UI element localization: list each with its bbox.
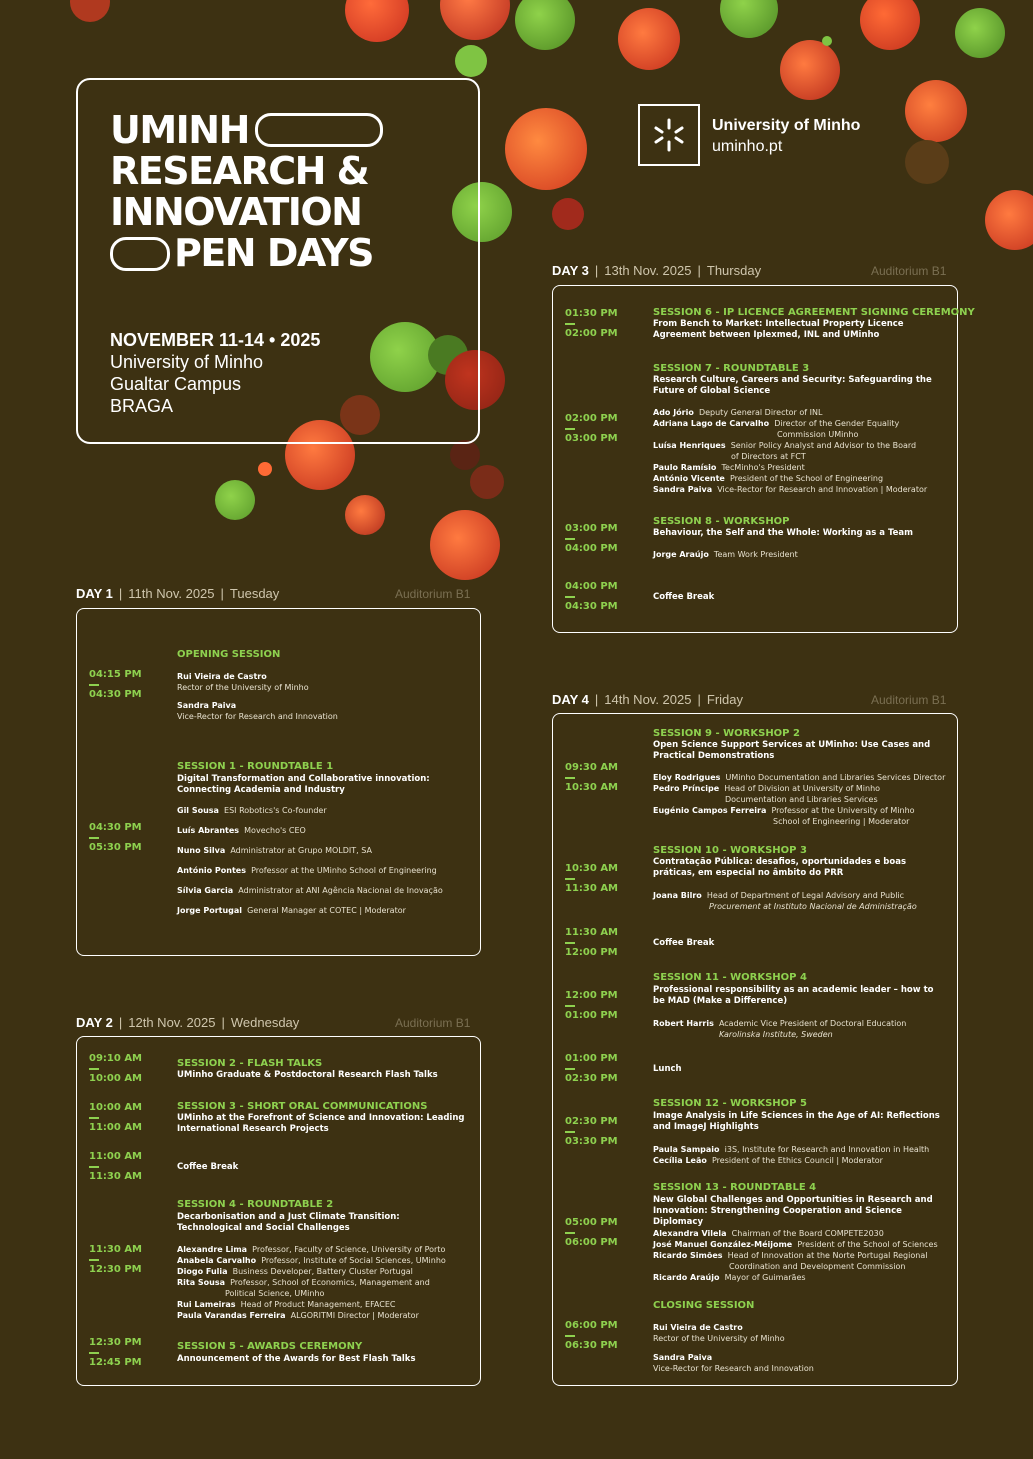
day2-room: Auditorium B1	[395, 1016, 471, 1030]
day3-date: 13th Nov. 2025	[604, 263, 692, 278]
session-title: SESSION 12 - WORKSHOP 5	[653, 1098, 807, 1109]
day2-date: 12th Nov. 2025	[128, 1015, 216, 1030]
session-time: 10:30 AM 11:30 AM	[565, 863, 619, 894]
day4-header: DAY 4 | 14th Nov. 2025 | Friday	[552, 692, 743, 707]
title-pill-icon	[255, 113, 383, 147]
session-subtitle: From Bench to Market: Intellectual Property Licence Agreement between Iplexmed, INL and UMinho	[653, 319, 904, 340]
day3-label: DAY 3	[552, 263, 589, 278]
speaker: Paula Sampaio i3S, Institute for Research and Innovation in Health	[653, 1145, 930, 1154]
speaker: Robert Harris Academic Vice President of Doctoral Education Karolinska Institute, Sweden	[653, 1019, 907, 1039]
university-logo-icon	[638, 104, 700, 166]
session-title: SESSION 4 - ROUNDTABLE 2	[177, 1199, 334, 1210]
speaker: Jorge Portugal General Manager at COTEC | Moderator	[177, 906, 406, 915]
session-title: SESSION 3 - SHORT ORAL COMMUNICATIONS	[177, 1101, 428, 1112]
session-title: OPENING SESSION	[177, 649, 281, 660]
day1-weekday: Tuesday	[229, 586, 280, 601]
event-title-box	[76, 78, 480, 444]
session-subtitle: Announcement of the Awards for Best Flash Talks	[177, 1354, 416, 1364]
title-pill-o-icon	[110, 237, 170, 271]
lunch: Lunch	[653, 1064, 682, 1074]
session-time: 02:30 PM 03:30 PM	[565, 1116, 618, 1147]
day4-weekday: Friday	[706, 692, 743, 707]
speaker: Alexandre Lima Professor, Faculty of Science, University of Porto	[177, 1245, 446, 1254]
day4-label: DAY 4	[552, 692, 589, 707]
speaker: António Vicente President of the School of Engineering	[653, 474, 884, 483]
speaker: Adriana Lago de Carvalho Director of the Gender Equality Commission UMinho	[653, 419, 900, 439]
speaker: Eloy Rodrigues UMinho Documentation and Libraries Services Director	[653, 773, 946, 782]
speaker: Ricardo Simões Head of Innovation at the Norte Portugal Regional Coordination and Development Commission	[653, 1251, 928, 1271]
speaker: Eugénio Campos Ferreira Professor at the University of Minho School of Engineering | Moderator	[653, 806, 915, 826]
day1-room: Auditorium B1	[395, 587, 471, 601]
speaker: Cecília Leão President of the Ethics Council | Moderator	[653, 1156, 883, 1165]
event-location-3: BRAGA	[110, 396, 174, 416]
session-time: 10:00 AM 11:00 AM	[89, 1102, 143, 1133]
session-time: 04:30 PM 05:30 PM	[89, 822, 142, 853]
session-time: 02:00 PM 03:00 PM	[565, 413, 618, 444]
session-subtitle: UMinho at the Forefront of Science and Innovation: Leading International Research Projects	[177, 1113, 465, 1134]
day1-date: 11th Nov. 2025	[128, 586, 215, 601]
speaker: Paulo Ramísio TecMinho's President	[653, 463, 805, 472]
day3-room: Auditorium B1	[871, 264, 947, 278]
day3-panel	[552, 285, 975, 633]
speaker: Anabela Carvalho Professor, Institute of Social Sciences, UMinho	[177, 1256, 446, 1265]
session-title: SESSION 6 - IP LICENCE AGREEMENT SIGNING CEREMONY	[653, 307, 975, 318]
session-time: 01:00 PM 02:30 PM	[565, 1053, 618, 1084]
speaker: Nuno Silva Administrator at Grupo MOLDIT, SA	[177, 846, 372, 855]
session-subtitle: Decarbonisation and a Just Climate Transition: Technological and Social Challenges	[177, 1212, 400, 1233]
session-time: 12:00 PM 01:00 PM	[565, 990, 618, 1021]
day2-header: DAY 2 | 12th Nov. 2025 | Wednesday	[76, 1015, 300, 1030]
session-subtitle: Image Analysis in Life Sciences in the Age of AI: Reflections and ImageJ Highlights	[653, 1111, 940, 1132]
session-subtitle: Behaviour, the Self and the Whole: Working as a Team	[653, 528, 914, 538]
speaker: Sandra Paiva Vice-Rector for Research and Innovation | Moderator	[653, 485, 928, 494]
university-website[interactable]: uminho.pt	[712, 138, 783, 155]
title-line-1: UMINH	[110, 108, 249, 152]
session-time: 09:30 AM 10:30 AM	[565, 762, 619, 793]
session-time: 05:00 PM 06:00 PM	[565, 1217, 618, 1248]
speaker: Rui Lameiras Head of Product Management, EFACEC	[177, 1300, 396, 1309]
speaker: Rui Vieira de Castro Rector of the University of Minho	[177, 672, 309, 692]
speaker: Sandra Paiva Vice-Rector for Research and Innovation	[653, 1353, 814, 1373]
session-time: 06:00 PM 06:30 PM	[565, 1320, 618, 1351]
coffee-break: Coffee Break	[177, 1162, 239, 1172]
speaker: Luís Abrantes Movecho's CEO	[177, 826, 306, 835]
speaker: Sílvia Garcia Administrator at ANI Agência Nacional de Inovação	[177, 886, 443, 895]
speaker: Pedro Príncipe Head of Division at University of Minho Documentation and Libraries Services	[653, 784, 881, 804]
speaker: Sandra Paiva Vice-Rector for Research and Innovation	[177, 701, 338, 721]
day4-room: Auditorium B1	[871, 693, 947, 707]
speaker: Alexandra Vilela Chairman of the Board COMPETE2030	[653, 1229, 884, 1238]
day2-panel	[76, 1036, 481, 1386]
session-title: SESSION 11 - WORKSHOP 4	[653, 972, 807, 983]
session-time: 11:30 AM 12:00 PM	[565, 927, 619, 958]
speaker: Gil Sousa ESI Robotics's Co-founder	[177, 806, 327, 815]
event-location-2: Gualtar Campus	[110, 374, 242, 394]
speaker: José Manuel González-Méijome President of the School of Sciences	[653, 1240, 938, 1249]
title-line-2: RESEARCH &	[110, 149, 369, 193]
coffee-break: Coffee Break	[653, 592, 715, 602]
day4-panel	[552, 713, 958, 1386]
day4-date: 14th Nov. 2025	[604, 692, 692, 707]
session-time: 11:00 AM 11:30 AM	[89, 1151, 143, 1182]
speaker: Ricardo Araújo Mayor of Guimarães	[653, 1273, 806, 1282]
session-subtitle: Open Science Support Services at UMinho: Use Cases and Practical Demonstrations	[653, 740, 931, 761]
event-location-1: University of Minho	[110, 352, 264, 372]
day1-label: DAY 1	[76, 586, 113, 601]
speaker: Ado Jório Deputy General Director of INL	[653, 408, 823, 417]
session-title: SESSION 7 - ROUNDTABLE 3	[653, 363, 810, 374]
session-subtitle: Contratação Pública: desafios, oportunidades e boas práticas, em especial no âmbito do PRR	[653, 857, 907, 878]
session-time: 11:30 AM 12:30 PM	[89, 1244, 143, 1275]
speaker: Joana Bilro Head of Department of Legal Advisory and Public Procurement at Instituto Nacional de Administração	[653, 891, 917, 911]
session-time: 09:10 AM 10:00 AM	[89, 1053, 143, 1084]
session-title: SESSION 5 - AWARDS CEREMONY	[177, 1341, 363, 1352]
session-title: CLOSING SESSION	[653, 1300, 755, 1311]
session-title: SESSION 8 - WORKSHOP	[653, 516, 790, 527]
speaker: Jorge Araújo Team Work President	[653, 550, 798, 559]
session-subtitle: Research Culture, Careers and Security: Safeguarding the Future of Global Science	[653, 375, 932, 396]
speaker: Rita Sousa Professor, School of Economics, Management and Political Science, UMinho	[177, 1278, 430, 1298]
day2-weekday: Wednesday	[230, 1015, 300, 1030]
title-line-3: INNOVATION	[110, 190, 362, 234]
session-title: SESSION 1 - ROUNDTABLE 1	[177, 761, 334, 772]
event-dates: NOVEMBER 11-14 • 2025	[110, 330, 321, 350]
session-subtitle: New Global Challenges and Opportunities in Research and Innovation: Strengthening Cooperation and Science Diplomacy	[653, 1195, 933, 1227]
speaker: Luísa Henriques Senior Policy Analyst and Advisor to the Board of Directors at FCT	[653, 441, 917, 461]
session-time: 04:00 PM 04:30 PM	[565, 581, 618, 612]
coffee-break: Coffee Break	[653, 938, 715, 948]
session-subtitle: Digital Transformation and Collaborative innovation: Connecting Academia and Industry	[177, 774, 430, 795]
university-name: University of Minho	[712, 117, 861, 134]
speaker: António Pontes Professor at the UMinho School of Engineering	[177, 866, 437, 875]
session-time: 04:15 PM 04:30 PM	[89, 669, 142, 700]
session-title: SESSION 9 - WORKSHOP 2	[653, 728, 800, 739]
day1-panel	[76, 608, 481, 956]
session-time: 01:30 PM 02:00 PM	[565, 308, 618, 339]
session-subtitle: UMinho Graduate & Postdoctoral Research Flash Talks	[177, 1070, 438, 1080]
session-title: SESSION 13 - ROUNDTABLE 4	[653, 1182, 817, 1193]
day2-label: DAY 2	[76, 1015, 113, 1030]
session-time: 03:00 PM 04:00 PM	[565, 523, 618, 554]
title-line-4: PEN DAYS	[174, 231, 374, 275]
day1-header: DAY 1 | 11th Nov. 2025 | Tuesday	[76, 586, 280, 601]
session-time: 12:30 PM 12:45 PM	[89, 1337, 142, 1368]
day3-weekday: Thursday	[706, 263, 762, 278]
session-title: SESSION 2 - FLASH TALKS	[177, 1058, 323, 1069]
speaker: Diogo Fulia Business Developer, Battery Cluster Portugal	[177, 1267, 413, 1276]
session-title: SESSION 10 - WORKSHOP 3	[653, 845, 807, 856]
day3-header: DAY 3 | 13th Nov. 2025 | Thursday	[552, 263, 762, 278]
speaker: Rui Vieira de Castro Rector of the University of Minho	[653, 1323, 785, 1343]
speaker: Paula Varandas Ferreira ALGORITMI Director | Moderator	[177, 1311, 419, 1320]
session-subtitle: Professional responsibility as an academic leader – how to be MAD (Make a Difference)	[653, 985, 934, 1006]
